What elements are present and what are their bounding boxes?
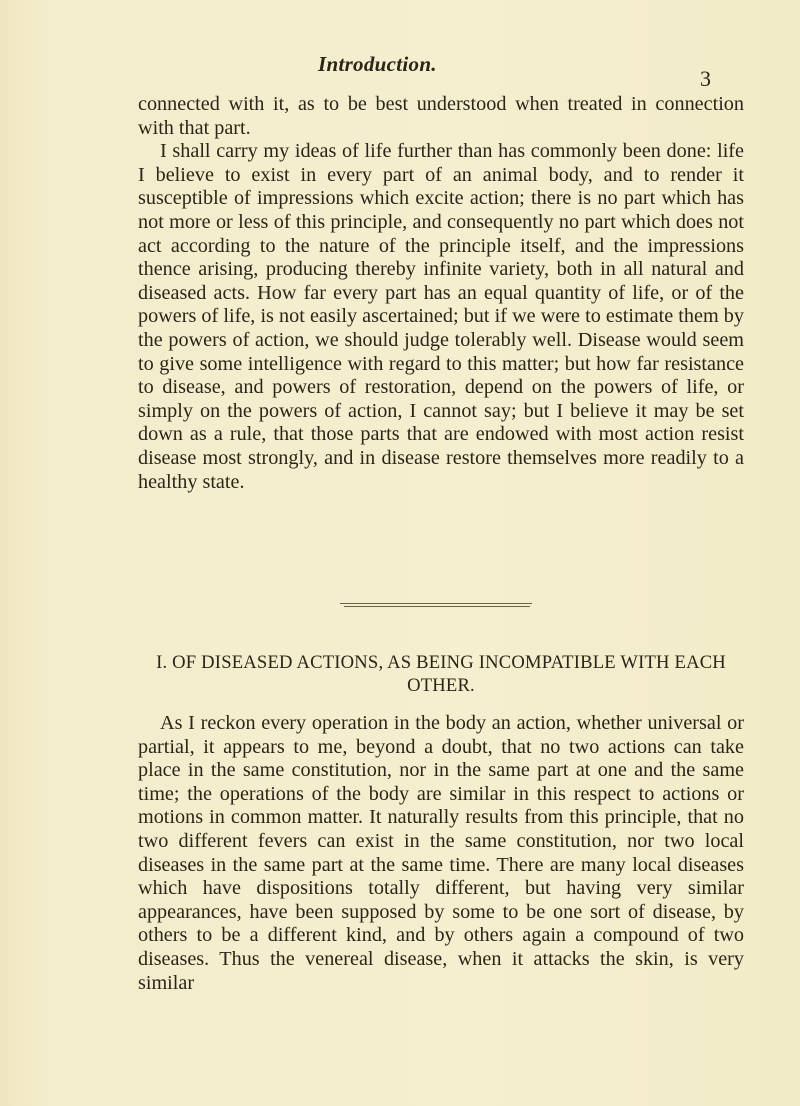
section-divider-rule-lower [344,606,530,607]
paragraph-diseased-actions: As I reckon every operation in the body an action, whether universal or partial, it appears to me, beyond a doubt, that no two actions can take place in the same constitution, nor in the same part at one and the same time; the operations of the body are similar in this respect to actions or motions in common matter. It naturally results from this principle, that no two different fevers can exist in the same constitution, nor two local diseases in the same part at the same time. There are many local diseases which have dispositions totally different, but having very similar appearances, have been supposed by some to be one sort of disease, by others to be a different kind, and by others again a compound of two diseases. Thus the venereal disease, when it attacks the skin, is very similar [138,712,744,994]
section-heading: I. OF DISEASED ACTIONS, AS BEING INCOMPATIBLE WITH EACH OTHER. [156,652,726,696]
running-head [0,44,800,91]
body-text-top [138,93,744,494]
page-number: 3 [700,66,711,91]
paragraph-continuation: connected with it, as to be best understood when treated in connection with that part. [138,93,744,139]
section-divider-rule [340,603,532,604]
paragraph-life: I shall carry my ideas of life further than has commonly been done: life I believe to exist in every part of an animal body, and to render it susceptible of impressions which excite action; there is no part which has not more or less of this principle, and consequently no part which does not act according to the nature of the principle itself, and the impressions thence arising, producing thereby infinite variety, both in all natural and diseased acts. How far every part has an equal quantity of life, or of the powers of life, is not easily ascertained; but if we were to estimate them by the powers of action, we should judge tolerably well. Disease would seem to give some intelligence with regard to this matter; but how far resistance to disease, and powers of restoration, depend on the powers of life, or simply on the powers of action, I cannot say; but I believe it may be set down as a rule, that those parts that are endowed with most action resist disease most strongly, and in disease restore themselves more readily to a healthy state. [138,140,744,493]
running-title: Introduction. [318,52,437,76]
body-text-bottom [138,712,744,995]
